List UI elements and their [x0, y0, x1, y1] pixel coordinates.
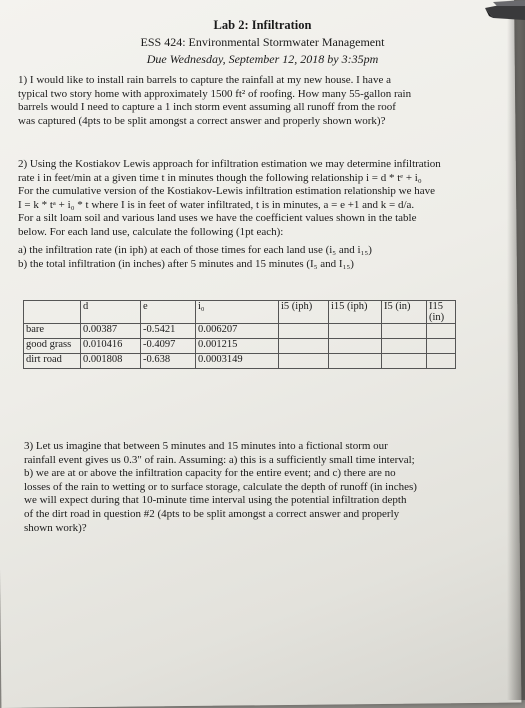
i0-cell: 0.001215 [196, 339, 279, 354]
empty-cell [329, 354, 382, 369]
question-1 [18, 74, 510, 128]
land-use-cell: good grass [24, 339, 81, 354]
i0-cell: 0.0003149 [196, 354, 279, 369]
d-cell: 0.010416 [81, 339, 141, 354]
question-2-subparts [18, 244, 510, 271]
i0-cell: 0.006207 [196, 324, 279, 339]
table-header-cell: i15 (iph) [329, 301, 382, 324]
land-use-cell: dirt road [24, 354, 81, 369]
course-name: ESS 424: Environmental Stormwater Management [140, 35, 385, 49]
table-header-cell: e [141, 301, 196, 324]
coefficient-table [23, 300, 456, 369]
question-2 [18, 158, 510, 240]
e-cell: -0.5421 [141, 324, 196, 339]
q1-line: barrels would I need to capture a 1 inch storm event assuming all runoff from the roof [18, 101, 396, 114]
question-3 [24, 440, 514, 535]
empty-cell [382, 339, 427, 354]
q2-line: 2) Using the Kostiakov Lewis approach for infiltration estimation we may determine infiltration [18, 158, 441, 170]
document-header [0, 18, 525, 67]
empty-cell [382, 354, 427, 369]
q2-line: For a silt loam soil and various land uses we have the coefficient values shown in the table [18, 212, 417, 225]
table-row [24, 354, 456, 369]
table-header-cell: i₀ [196, 301, 279, 324]
q1-line: typical two story home with approximately 1500 ft² of roofing. How many 55-gallon rain [18, 87, 412, 100]
table-header-row [24, 301, 456, 324]
empty-cell [279, 324, 329, 339]
table-header-cell [24, 301, 81, 324]
d-cell: 0.001808 [81, 354, 141, 369]
q3-line: of the dirt road in question #2 (4pts to be split amongst a correct answer and properly [24, 507, 400, 520]
empty-cell [427, 324, 456, 339]
d-cell: 0.00387 [81, 324, 141, 339]
q2-line: For the cumulative version of the Kostiakov-Lewis infiltration estimation relationship we have [18, 185, 435, 198]
table-row [24, 339, 456, 354]
q2-line: I = k * tᵃ + i₀ * t where I is in feet of water infiltrated, t is in minutes, a = e +1 and k = d/a. [18, 198, 415, 211]
q3-line: 3) Let us imagine that between 5 minutes and 15 minutes into a fictional storm our [24, 440, 388, 452]
q3-line: b) we are at or above the infiltration capacity for the entire event; and c) there are no [24, 467, 396, 480]
e-cell: -0.638 [141, 354, 196, 369]
land-use-cell: bare [24, 324, 81, 339]
due-date: Due Wednesday, September 12, 2018 by 3:35pm [146, 52, 379, 66]
lab-title: Lab 2: Infiltration [213, 18, 312, 32]
q3-line: we will expect during that 10-minute time interval using the potential infiltration depth [24, 494, 407, 507]
e-cell: -0.4097 [141, 339, 196, 354]
empty-cell [382, 324, 427, 339]
empty-cell [329, 339, 382, 354]
empty-cell [427, 354, 456, 369]
q2-line: rate i in feet/min at a given time t in minutes though the following relationship i = d * tᵉ + i₀ [18, 171, 422, 184]
table-header-cell: i5 (iph) [279, 301, 329, 324]
q3-line: shown work)? [24, 521, 87, 534]
q3-line: losses of the rain to wetting or to surface storage, calculate the depth of runoff (in inches) [24, 480, 417, 493]
table-header-cell: I5 (in) [382, 301, 427, 324]
q2-sub-a: a) the infiltration rate (in iph) at each of those times for each land use (i₅ and i₁₅) [18, 244, 372, 256]
table-header-cell: I15 (in) [427, 301, 456, 324]
empty-cell [329, 324, 382, 339]
q2-sub-b: b) the total infiltration (in inches) after 5 minutes and 15 minutes (I₅ and I₁₅) [18, 257, 354, 270]
empty-cell [279, 354, 329, 369]
empty-cell [427, 339, 456, 354]
q2-line: below. For each land use, calculate the following (1pt each): [18, 225, 284, 238]
q1-line: was captured (4pts to be split amongst a correct answer and properly shown work)? [18, 114, 386, 127]
table-row [24, 324, 456, 339]
q3-line: rainfall event gives us 0.3" of rain. Assuming: a) this is a sufficiently small time interval; [24, 453, 415, 466]
table-header-cell: d [81, 301, 141, 324]
q1-line: 1) I would like to install rain barrels to capture the rainfall at my new house. I have a [18, 74, 391, 86]
empty-cell [279, 339, 329, 354]
